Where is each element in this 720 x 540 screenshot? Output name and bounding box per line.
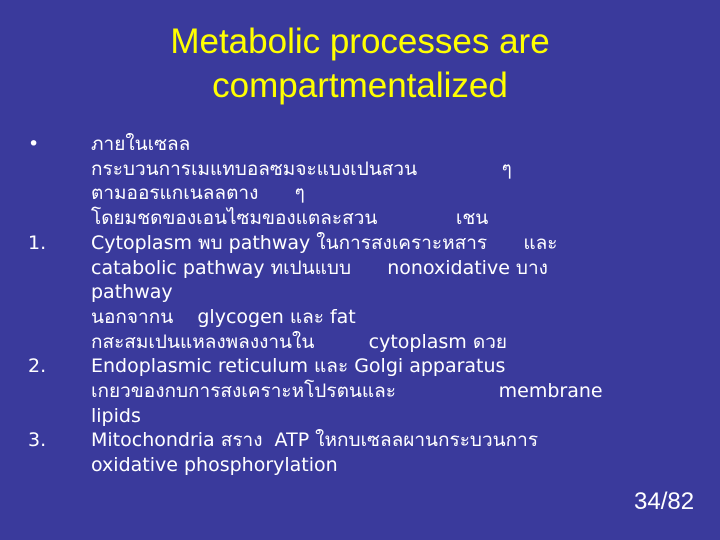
list-item-line: oxidative phosphorylation [91, 454, 338, 477]
list-item-line: นอกจากน glycogen และ fat [91, 305, 356, 328]
list-item-line: Cytoplasm พบ pathway ในการสงเคราะหสาร และ [91, 231, 558, 254]
list-item-line: catabolic pathway ทเปนแบบ nonoxidative บาง [91, 256, 548, 279]
list-item-intro [28, 132, 718, 231]
slide-title [0, 20, 720, 108]
slide-title-line-1: Metabolic processes are [170, 22, 550, 61]
list-item-line: เกยวของกบการสงเคราะหโปรตนและ membrane [91, 380, 603, 403]
list-number: 3. [28, 429, 47, 452]
list-item-line: pathway [91, 281, 173, 304]
list-item-line: กสะสมเปนแหลงพลงงานใน cytoplasm ดวย [91, 330, 507, 353]
list-item-cytoplasm [28, 231, 718, 355]
list-item-mitochondria [28, 428, 718, 477]
list-item-line: lipids [91, 404, 141, 427]
list-item-line: Endoplasmic reticulum และ Golgi apparatus [91, 355, 506, 378]
list-item-line: Mitochondria สราง ATP ใหกบเซลลผานกระบวนการ [91, 429, 539, 452]
list-item-line: ภายในเซลล [91, 133, 191, 155]
list-item-endoplasmic-reticulum [28, 354, 718, 428]
list-item-line: ตามออรแกเนลลตาง ๆ [91, 182, 305, 205]
list-item-line: กระบวนการเมแทบอลซมจะแบงเปนสวน ๆ [91, 157, 512, 180]
list-item-line: โดยมชดของเอนไซมของแตละสวน เชน [91, 207, 489, 230]
slide-body [28, 132, 718, 478]
slide-title-line-2: compartmentalized [212, 66, 508, 105]
page-number: 34/82 [634, 488, 695, 515]
bullet-marker: • [28, 133, 40, 155]
list-number: 2. [28, 355, 47, 378]
list-number: 1. [28, 231, 47, 254]
